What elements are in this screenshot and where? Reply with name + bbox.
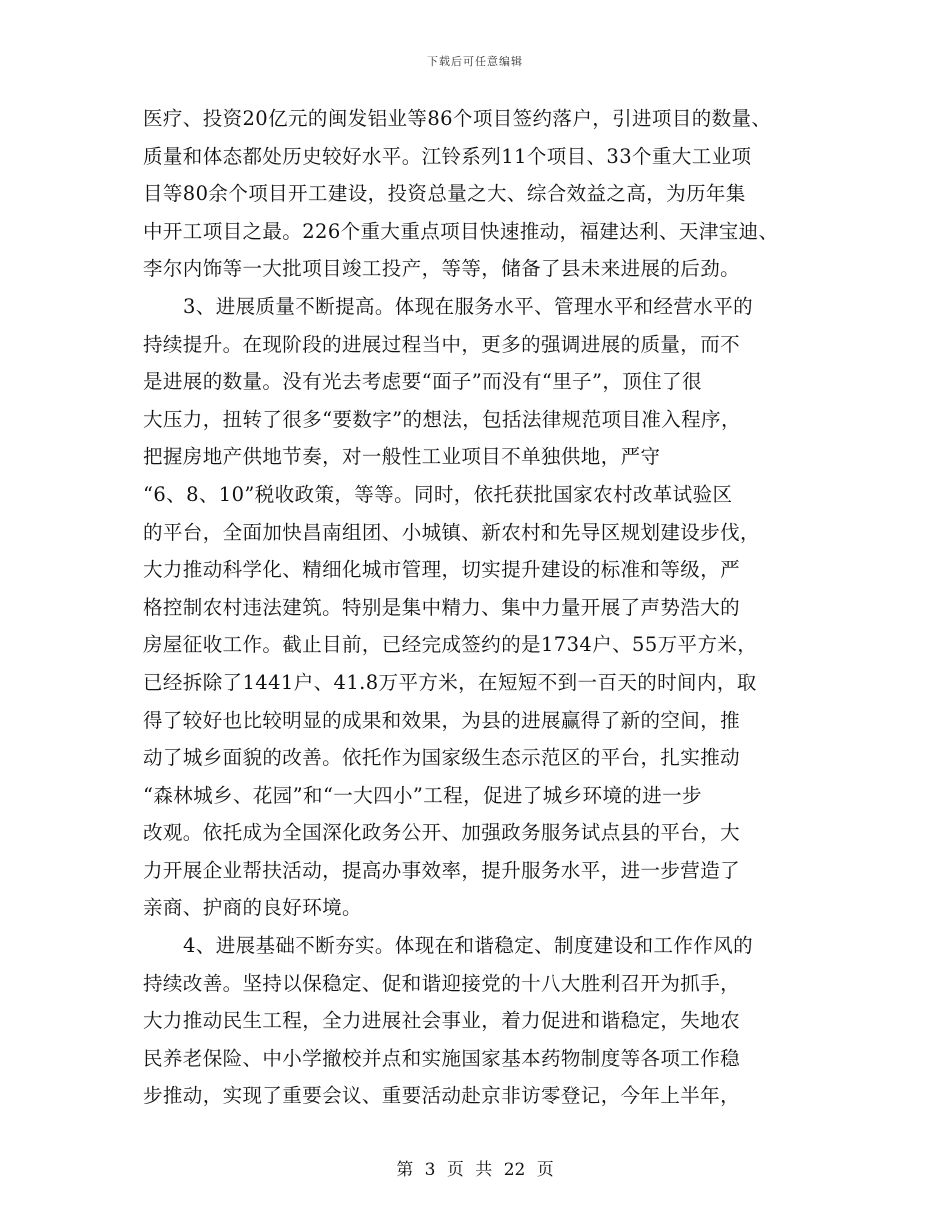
text-line: 力开展企业帮扶活动，提高办事效率，提升服务水平，进一步营造了 [143,858,741,882]
text-line: “6、8、10”税收政策，等等。同时，依托获批国家农村改革试验区 [143,482,733,506]
text-line: 大力推动民生工程，全力进展社会事业，着力促进和谐稳定，失地农 [143,1009,741,1033]
text-line: 动了城乡面貌的改善。依托作为国家级生态示范区的平台，扎实推动 [143,746,741,770]
text-line: 格控制农村违法建筑。特别是集中精力、集中力量开展了声势浩大的 [143,595,741,619]
text-line: 已经拆除了1441户、41.8万平方米，在短短不到一百天的时间内，取 [143,670,757,694]
text-line: 房屋征收工作。截止目前，已经完成签约的是1734户、55万平方米， [143,633,758,657]
text-line: 李尔内饰等一大批项目竣工投产，等等，储备了县未来进展的后劲。 [143,257,741,281]
page-header: 下载后可任意编辑 [427,55,523,68]
text-line: 4、进展基础不断夯实。体现在和谐稳定、制度建设和工作作风的 [183,934,754,958]
page-number: 第 3 页 共 22 页 [396,1160,554,1180]
text-line: “森林城乡、花园”和“一大四小”工程，促进了城乡环境的进一步 [143,783,702,807]
text-line: 医疗、投资20亿元的闽发铝业等86个项目签约落户，引进项目的数量、 [143,107,772,130]
text-line: 3、进展质量不断提高。体现在服务水平、管理水平和经营水平的 [183,294,754,318]
text-line: 目等80余个项目开工建设，投资总量之大、综合效益之高，为历年集 [143,182,746,206]
text-line: 步推动，实现了重要会议、重要活动赴京非访零登记，今年上半年， [143,1084,741,1108]
text-line: 是进展的数量。没有光去考虑要“面子”而没有“里子”，顶住了很 [143,370,702,394]
text-line: 得了较好也比较明显的成果和效果，为县的进展赢得了新的空间，推 [143,708,741,732]
text-line: 改观。依托成为全国深化政务公开、加强政务服务试点县的平台，大 [143,821,741,845]
text-line: 质量和体态都处历史较好水平。江铃系列11个项目、33个重大工业项 [143,144,752,168]
text-line: 持续提升。在现阶段的进展过程当中，更多的强调进展的质量，而不 [143,332,741,356]
text-line: 中开工项目之最。226个重大重点项目快速推动，福建达利、天津宝迪、 [143,219,779,243]
text-line: 大力推动科学化、精细化城市管理，切实提升建设的标准和等级，严 [143,558,741,582]
text-line: 民养老保险、中小学撤校并点和实施国家基本药物制度等各项工作稳 [143,1046,741,1070]
text-line: 把握房地产供地节奏，对一般性工业项目不单独供地，严守 [143,445,661,469]
text-line: 的平台，全面加快昌南组团、小城镇、新农村和先导区规划建设步伐， [143,520,760,544]
text-line: 持续改善。坚持以保稳定、促和谐迎接党的十八大胜利召开为抓手， [143,971,741,995]
document-body [143,100,823,1115]
text-line: 大压力，扭转了很多“要数字”的想法，包括法律规范项目准入程序， [143,407,741,431]
text-line: 亲商、护商的良好环境。 [143,896,362,920]
